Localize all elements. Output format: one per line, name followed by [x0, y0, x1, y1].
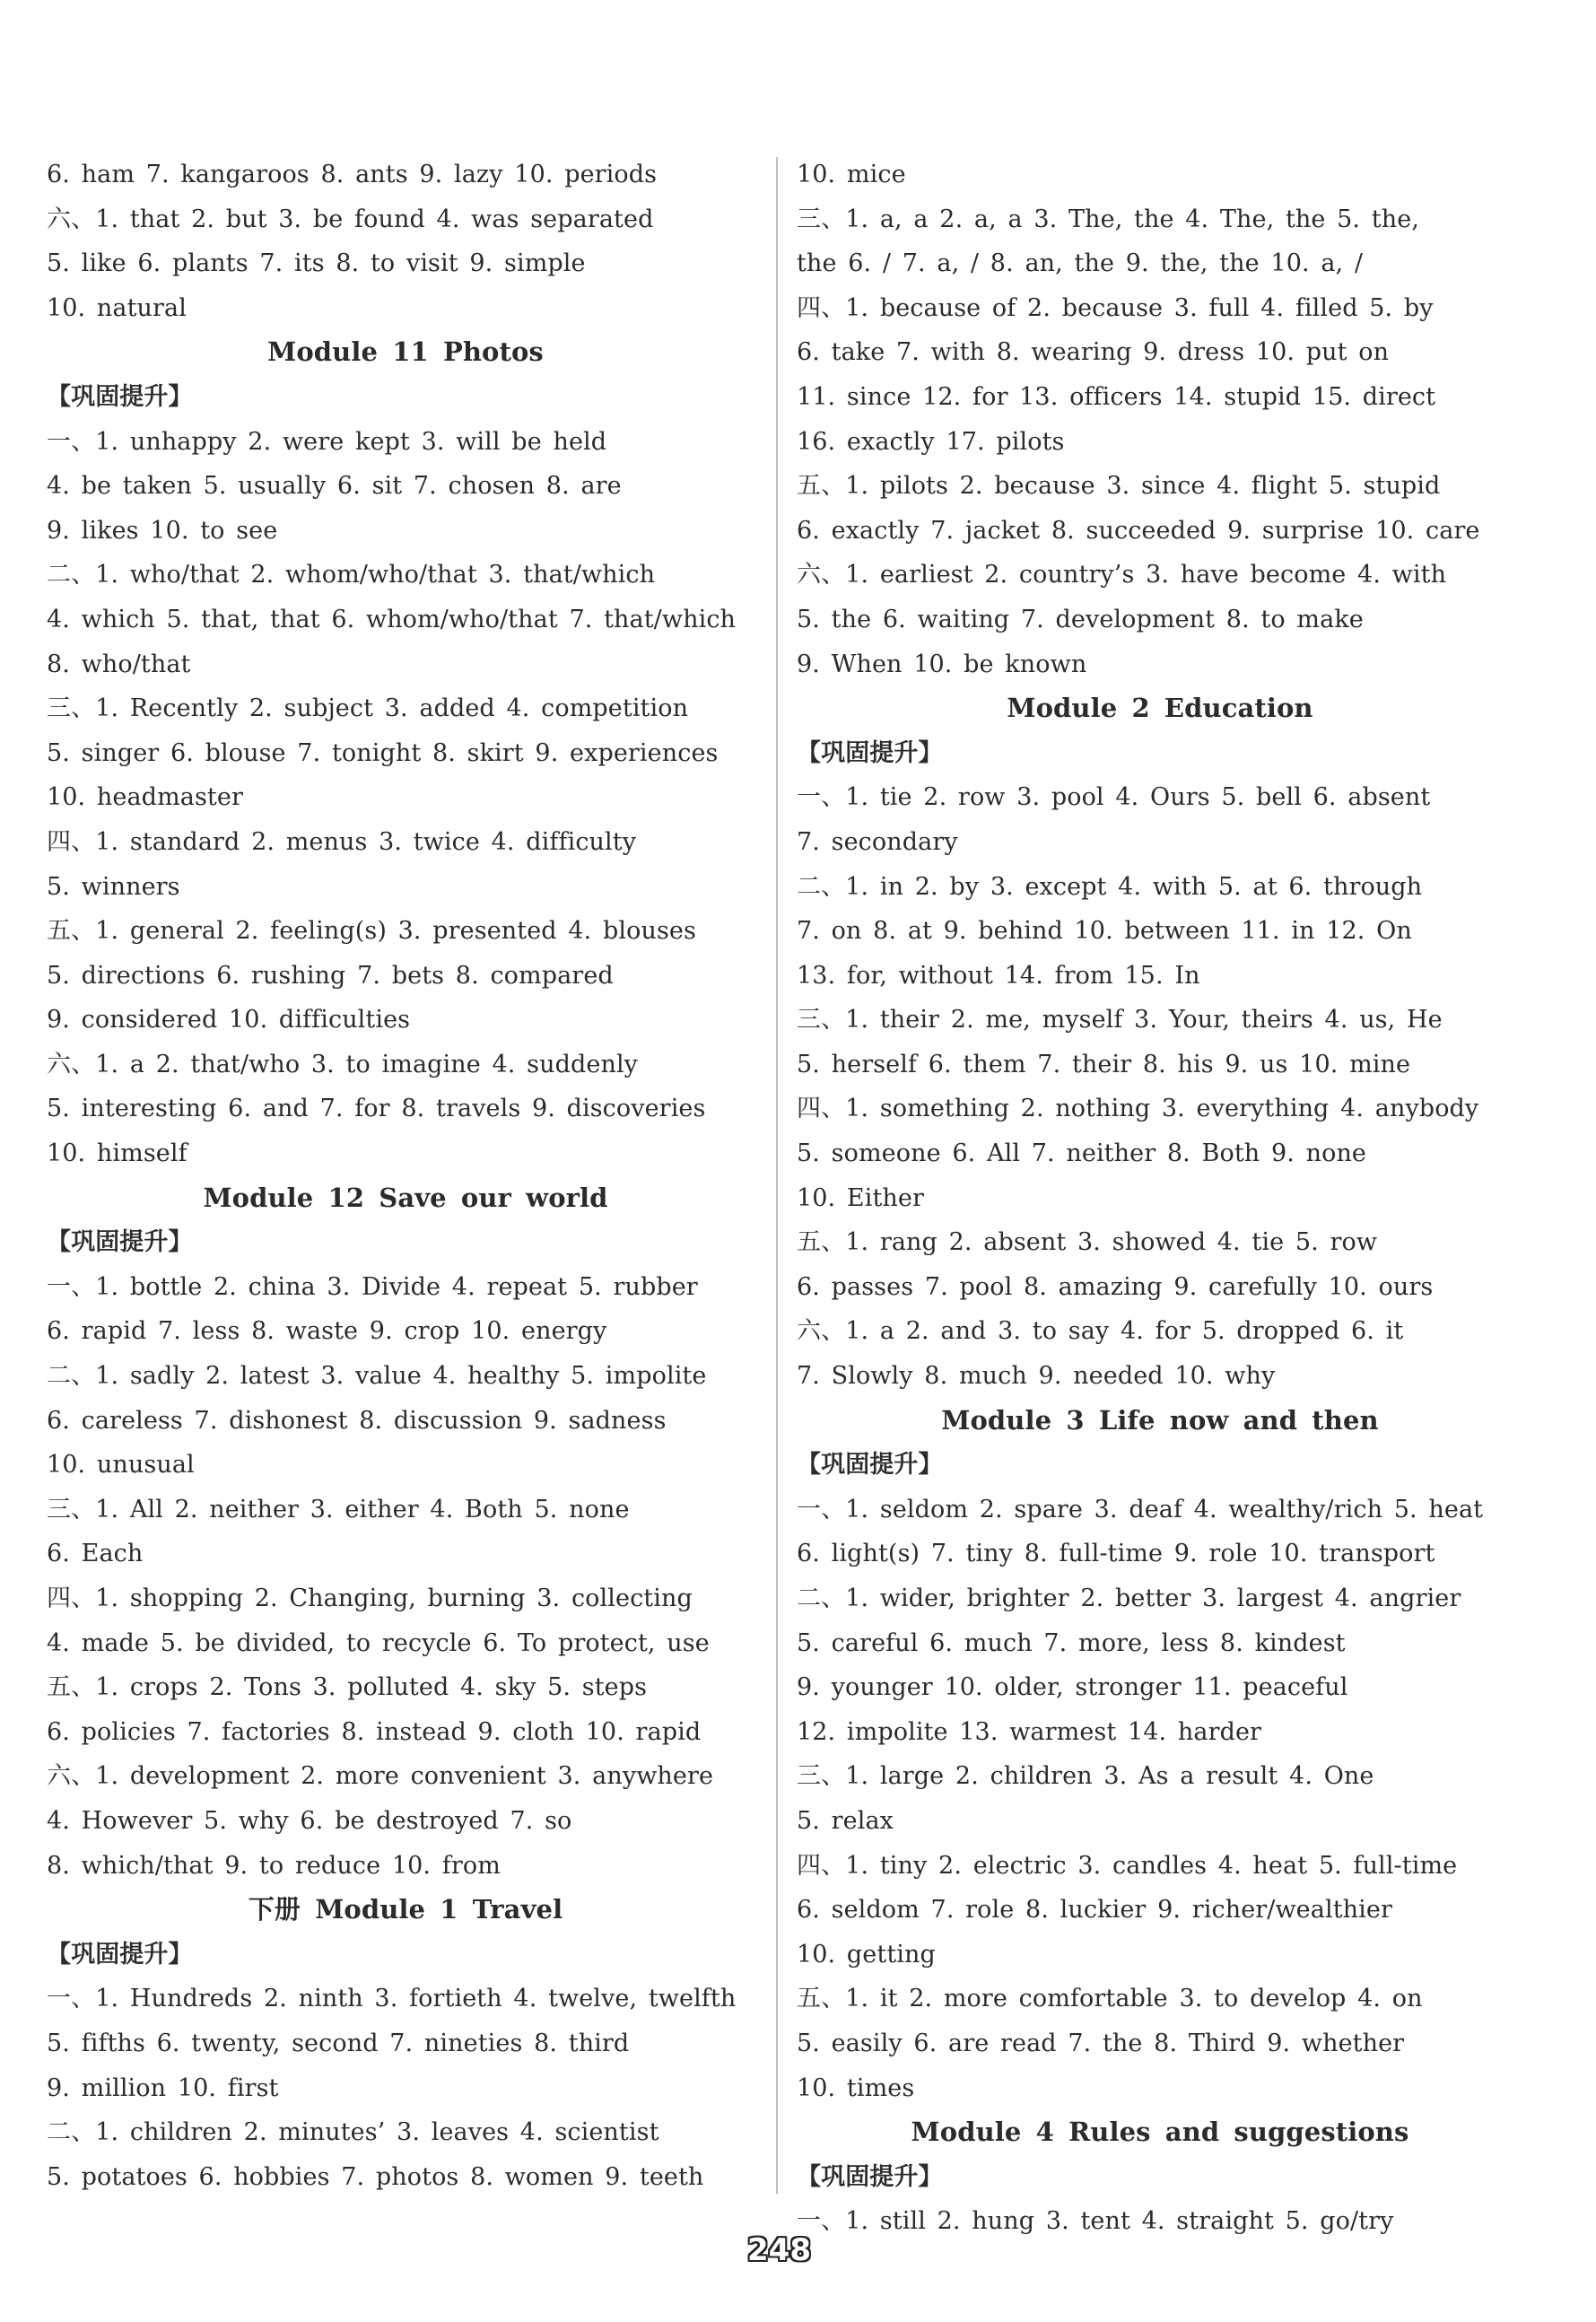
answer-line: 5. careful 6. much 7. more, less 8. kindest: [797, 1628, 1346, 1657]
answer-line: 三、1. their 2. me, myself 3. Your, theirs 4. us, He: [797, 1006, 1443, 1034]
answer-line: 9. likes 10. to see: [47, 516, 278, 545]
answer-line: 6. ham 7. kangaroos 8. ants 9. lazy 10. periods: [47, 161, 658, 188]
answer-line: 一、1. tie 2. row 3. pool 4. Ours 5. bell 6. absent: [797, 783, 1431, 812]
answer-line: 16. exactly 17. pilots: [797, 427, 1065, 456]
answer-line: 五、1. general 2. feeling(s) 3. presented 4. blouses: [47, 917, 696, 946]
answer-line: 5. directions 6. rushing 7. bets 8. compared: [47, 961, 614, 990]
module-heading: Module 11 Photos: [267, 336, 544, 368]
answer-line: the 6. / 7. a, / 8. an, the 9. the, the 10. a, /: [797, 249, 1364, 278]
module-heading: Module 3 Life now and then: [941, 1404, 1379, 1436]
answer-line: 二、1. wider, brighter 2. better 3. largest 4. angrier: [797, 1584, 1461, 1612]
answer-line: 10. times: [797, 2073, 915, 2102]
section-tag: 【巩固提升】: [797, 738, 943, 767]
answer-line: 五、1. pilots 2. because 3. since 4. flight 5. stupid: [797, 472, 1441, 501]
answer-line: 4. be taken 5. usually 6. sit 7. chosen 8. are: [47, 472, 622, 501]
section-tag: 【巩固提升】: [47, 382, 193, 411]
answer-line: 10. getting: [797, 1940, 936, 1968]
answer-line: 6. light(s) 7. tiny 8. full-time 9. role 10. transport: [797, 1540, 1435, 1568]
answer-line: 二、1. in 2. by 3. except 4. with 5. at 6. through: [797, 872, 1423, 901]
answer-line: 6. policies 7. factories 8. instead 9. cloth 10. rapid: [47, 1717, 702, 1746]
answer-line: 五、1. rang 2. absent 3. showed 4. tie 5. row: [797, 1228, 1378, 1257]
answer-line: 6. careless 7. dishonest 8. discussion 9. sadness: [47, 1406, 667, 1435]
answer-line: 6. take 7. with 8. wearing 9. dress 10. put on: [797, 338, 1390, 367]
answer-line: 7. secondary: [797, 827, 958, 856]
answer-line: 10. unusual: [47, 1451, 195, 1480]
answer-line: 5. winners: [47, 872, 180, 901]
answer-line: 6. seldom 7. role 8. luckier 9. richer/wealthier: [797, 1896, 1392, 1925]
answer-line: 一、1. bottle 2. china 3. Divide 4. repeat 5. rubber: [47, 1272, 698, 1301]
answer-line: 5. relax: [797, 1806, 894, 1835]
answer-line: 4. which 5. that, that 6. whom/who/that 7. that/which: [47, 605, 737, 633]
section-tag: 【巩固提升】: [797, 1451, 943, 1480]
answer-line: 5. herself 6. them 7. their 8. his 9. us 10. mine: [797, 1050, 1411, 1078]
answer-line: 7. on 8. at 9. behind 10. between 11. in 12. On: [797, 917, 1412, 946]
answer-line: 一、1. unhappy 2. were kept 3. will be held: [47, 427, 607, 456]
module-heading: Module 12 Save our world: [203, 1182, 608, 1213]
answer-line: 六、1. earliest 2. country’s 3. have become 4. with: [797, 561, 1447, 589]
answer-line: 8. who/that: [47, 650, 191, 678]
answer-line: 11. since 12. for 13. officers 14. stupid 15. direct: [797, 382, 1436, 411]
answer-line: 10. himself: [47, 1139, 188, 1168]
answer-line: 5. interesting 6. and 7. for 8. travels 9. discoveries: [47, 1095, 706, 1123]
answer-line: 6. Each: [47, 1540, 144, 1568]
answer-line: 五、1. it 2. more comfortable 3. to develop 4. on: [797, 1985, 1423, 2013]
answer-line: 二、1. who/that 2. whom/who/that 3. that/which: [47, 561, 656, 589]
answer-line: 5. potatoes 6. hobbies 7. photos 8. women 9. teeth: [47, 2162, 704, 2191]
answer-line: 一、1. Hundreds 2. ninth 3. fortieth 4. twelve, twelfth: [47, 1985, 737, 2013]
answer-line: 三、1. large 2. children 3. As a result 4. One: [797, 1762, 1374, 1791]
section-tag: 【巩固提升】: [797, 2162, 943, 2191]
section-tag: 【巩固提升】: [47, 1228, 193, 1257]
answer-line: 10. headmaster: [47, 783, 243, 812]
answer-line: 三、1. Recently 2. subject 3. added 4. competition: [47, 694, 689, 723]
answer-line: 5. someone 6. All 7. neither 8. Both 9. none: [797, 1139, 1367, 1168]
answer-line: 10. Either: [797, 1183, 924, 1212]
answer-line: 六、1. development 2. more convenient 3. anywhere: [47, 1762, 714, 1791]
module-heading: Module 4 Rules and suggestions: [911, 2117, 1409, 2148]
answer-line: 一、1. seldom 2. spare 3. deaf 4. wealthy/rich 5. heat: [797, 1495, 1484, 1523]
answer-line: 6. rapid 7. less 8. waste 9. crop 10. energy: [47, 1317, 607, 1346]
answer-line: 二、1. sadly 2. latest 3. value 4. healthy 5. impolite: [47, 1362, 707, 1391]
answer-line: 9. younger 10. older, stronger 11. peaceful: [797, 1673, 1348, 1702]
answer-line: 四、1. standard 2. menus 3. twice 4. difficulty: [47, 827, 637, 856]
page-number: 248: [747, 2232, 811, 2268]
answer-line: 5. singer 6. blouse 7. tonight 8. skirt 9. experiences: [47, 738, 719, 767]
module-heading: Module 2 Education: [1007, 693, 1313, 724]
answer-line: 5. easily 6. are read 7. the 8. Third 9. whether: [797, 2029, 1405, 2057]
answer-line: 6. passes 7. pool 8. amazing 9. carefully 10. ours: [797, 1272, 1434, 1301]
answer-line: 5. like 6. plants 7. its 8. to visit 9. simple: [47, 249, 586, 278]
answer-line: 5. fifths 6. twenty, second 7. nineties 8. third: [47, 2029, 630, 2057]
module-heading: 下册 Module 1 Travel: [248, 1894, 563, 1925]
answer-line: 二、1. children 2. minutes’ 3. leaves 4. scientist: [47, 2118, 659, 2147]
answer-line: 六、1. a 2. and 3. to say 4. for 5. dropped 6. it: [797, 1317, 1404, 1346]
answer-line: 7. Slowly 8. much 9. needed 10. why: [797, 1362, 1276, 1391]
answer-line: 8. which/that 9. to reduce 10. from: [47, 1851, 501, 1880]
answer-line: 9. When 10. be known: [797, 650, 1087, 678]
answer-line: 一、1. still 2. hung 3. tent 4. straight 5. go/try: [797, 2207, 1394, 2236]
answer-line: 五、1. crops 2. Tons 3. polluted 4. sky 5. steps: [47, 1673, 648, 1702]
answer-line: 四、1. something 2. nothing 3. everything 4. anybody: [797, 1095, 1479, 1123]
answer-line: 4. However 5. why 6. be destroyed 7. so: [47, 1806, 572, 1835]
answer-line: 六、1. a 2. that/who 3. to imagine 4. suddenly: [47, 1050, 639, 1078]
answer-line: 四、1. tiny 2. electric 3. candles 4. heat 5. full-time: [797, 1851, 1458, 1880]
answer-line: 10. mice: [797, 161, 906, 188]
answer-line: 13. for, without 14. from 15. In: [797, 961, 1200, 990]
left-column: [47, 153, 764, 2199]
answer-line: 10. natural: [47, 293, 187, 322]
section-tag: 【巩固提升】: [47, 1940, 193, 1968]
right-column: [797, 153, 1523, 2244]
answer-line: 四、1. shopping 2. Changing, burning 3. collecting: [47, 1584, 693, 1612]
column-divider: [776, 157, 778, 2194]
answer-line: 三、1. a, a 2. a, a 3. The, the 4. The, the 5. the,: [797, 205, 1419, 233]
answer-line: 4. made 5. be divided, to recycle 6. To protect, use: [47, 1628, 710, 1657]
answer-line: 四、1. because of 2. because 3. full 4. filled 5. by: [797, 293, 1434, 322]
answer-line: 9. considered 10. difficulties: [47, 1006, 411, 1034]
answer-line: 六、1. that 2. but 3. be found 4. was separated: [47, 205, 654, 233]
answer-line: 5. the 6. waiting 7. development 8. to make: [797, 605, 1364, 633]
answer-line: 三、1. All 2. neither 3. either 4. Both 5. none: [47, 1495, 630, 1523]
answer-line: 12. impolite 13. warmest 14. harder: [797, 1717, 1262, 1746]
answer-line: 6. exactly 7. jacket 8. succeeded 9. surprise 10. care: [797, 516, 1480, 545]
answer-line: 9. million 10. first: [47, 2073, 279, 2102]
